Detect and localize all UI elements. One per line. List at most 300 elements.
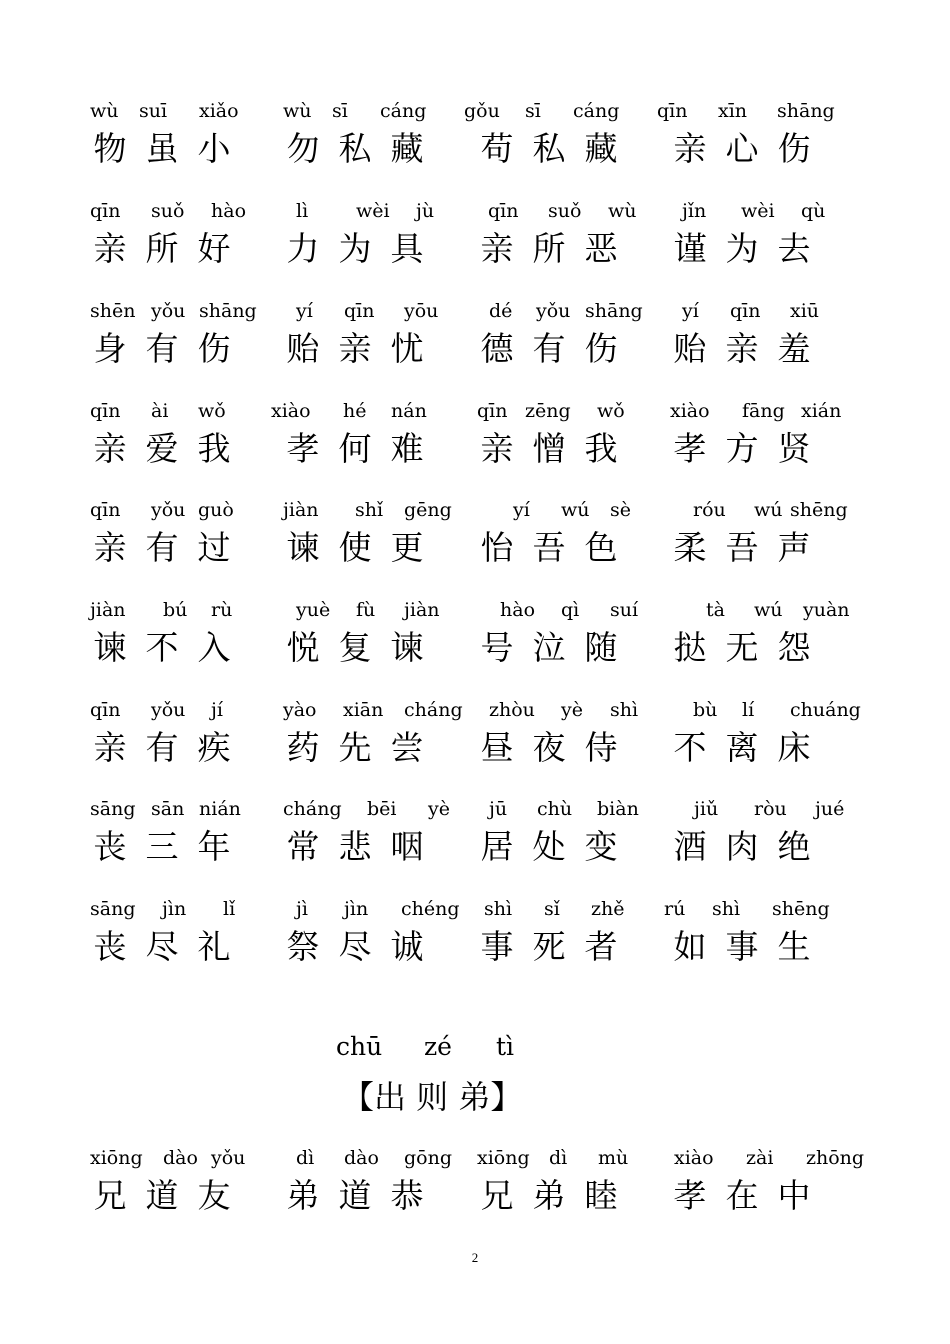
hanzi-char: 丧 <box>93 927 127 966</box>
hanzi-char: 不 <box>673 728 707 767</box>
pinyin-syllable: wú <box>754 499 783 521</box>
pinyin-syllable: chù <box>537 798 573 820</box>
pinyin-syllable: qīn <box>90 499 121 521</box>
pinyin-syllable: sī <box>525 100 541 122</box>
pinyin-syllable: jiàn <box>90 599 126 621</box>
hanzi-line <box>283 926 463 968</box>
pinyin-syllable: lì <box>296 200 309 222</box>
pinyin-syllable: sāng <box>90 898 136 920</box>
pinyin-syllable: jū <box>489 798 508 820</box>
pinyin-syllable: dé <box>489 300 513 322</box>
hanzi-char: 我 <box>197 429 231 468</box>
hanzi-char: 无 <box>725 628 759 667</box>
verse-r9-c2 <box>283 896 463 986</box>
pinyin-syllable: xiào <box>674 1147 714 1169</box>
hanzi-char: 亲 <box>93 229 127 268</box>
verse-r3-c2 <box>283 298 463 388</box>
pinyin-syllable: guò <box>198 499 234 521</box>
hanzi-char: 有 <box>145 329 179 368</box>
hanzi-char: 先 <box>338 728 372 767</box>
pinyin-syllable: zhě <box>591 898 625 920</box>
hanzi-char: 怨 <box>777 628 811 667</box>
hanzi-line <box>477 527 657 569</box>
hanzi-char: 事 <box>725 927 759 966</box>
hanzi-char: 者 <box>584 927 618 966</box>
verse-r3-c3 <box>477 298 657 388</box>
pinyin-syllable: ròu <box>754 798 787 820</box>
hanzi-char: 为 <box>338 229 372 268</box>
hanzi-char: 尽 <box>145 927 179 966</box>
verse-r1-c2 <box>283 98 463 188</box>
hanzi-char: 小 <box>197 129 231 168</box>
hanzi-char: 变 <box>584 827 618 866</box>
hanzi-char: 谏 <box>93 628 127 667</box>
pinyin-syllable: shāng <box>777 100 835 122</box>
pinyin-syllable: rù <box>211 599 233 621</box>
hanzi-line <box>283 428 463 470</box>
hanzi-char: 祭 <box>286 927 320 966</box>
hanzi-char: 尽 <box>338 927 372 966</box>
hanzi-line <box>477 328 657 370</box>
verse-r10-c2 <box>283 1145 463 1235</box>
pinyin-syllable: wèi <box>356 200 390 222</box>
verse-r6-c1 <box>90 597 270 687</box>
hanzi-char: 亲 <box>673 129 707 168</box>
pinyin-syllable: jǐn <box>682 200 707 222</box>
hanzi-char: 心 <box>725 129 759 168</box>
pinyin-syllable: suǒ <box>548 200 582 222</box>
pinyin-line <box>670 796 900 822</box>
hanzi-char: 恶 <box>584 229 618 268</box>
hanzi-line <box>477 228 657 270</box>
hanzi-char: 柔 <box>673 528 707 567</box>
pinyin-syllable: lǐ <box>223 898 236 920</box>
hanzi-line <box>283 727 463 769</box>
pinyin-line <box>657 98 900 124</box>
hanzi-char: 丧 <box>93 827 127 866</box>
pinyin-syllable: wù <box>608 200 637 222</box>
hanzi-char: 随 <box>584 628 618 667</box>
hanzi-char: 方 <box>725 429 759 468</box>
pinyin-syllable: yè <box>428 798 450 820</box>
heading-pinyin-syllable: chū <box>336 1032 383 1061</box>
hanzi-char: 贤 <box>777 429 811 468</box>
hanzi-line <box>477 128 657 170</box>
pinyin-syllable: sāng <box>90 798 136 820</box>
hanzi-char: 难 <box>390 429 424 468</box>
hanzi-line <box>90 627 270 669</box>
pinyin-syllable: jù <box>416 200 435 222</box>
heading-pinyin-syllable: zé <box>424 1032 452 1061</box>
hanzi-char: 所 <box>145 229 179 268</box>
verse-r2-c4 <box>670 198 850 288</box>
pinyin-syllable: yào <box>283 699 317 721</box>
hanzi-char: 酒 <box>673 827 707 866</box>
hanzi-line <box>283 128 463 170</box>
hanzi-char: 贻 <box>286 329 320 368</box>
verse-r9-c1 <box>90 896 270 986</box>
page-number: 2 <box>471 1250 479 1265</box>
hanzi-char: 肉 <box>725 827 759 866</box>
pinyin-syllable: rú <box>664 898 686 920</box>
hanzi-char: 咽 <box>390 827 424 866</box>
pinyin-syllable: gǒu <box>464 100 500 122</box>
hanzi-char: 道 <box>338 1176 372 1215</box>
hanzi-char: 不 <box>145 628 179 667</box>
hanzi-char: 所 <box>532 229 566 268</box>
pinyin-syllable: shì <box>712 898 741 920</box>
pinyin-syllable: dào <box>344 1147 379 1169</box>
hanzi-char: 亲 <box>93 528 127 567</box>
pinyin-syllable: suǒ <box>151 200 185 222</box>
hanzi-char: 居 <box>480 827 514 866</box>
pinyin-syllable: yuàn <box>803 599 850 621</box>
hanzi-line <box>90 328 270 370</box>
verse-r2-c1 <box>90 198 270 288</box>
pinyin-syllable: biàn <box>597 798 639 820</box>
hanzi-char: 羞 <box>777 329 811 368</box>
pinyin-syllable: yǒu <box>151 300 186 322</box>
pinyin-syllable: xiōng <box>477 1147 530 1169</box>
verse-r7-c3 <box>477 697 657 787</box>
pinyin-line <box>670 697 900 723</box>
verse-r5-c3 <box>477 497 657 587</box>
hanzi-char: 入 <box>197 628 231 667</box>
verse-r4-c4 <box>670 398 850 488</box>
verse-r8-c2 <box>283 796 463 886</box>
hanzi-char: 亲 <box>93 728 127 767</box>
verse-r8-c4 <box>670 796 850 886</box>
hanzi-char: 身 <box>93 329 127 368</box>
pinyin-syllable: xiān <box>343 699 384 721</box>
hanzi-line <box>670 627 850 669</box>
hanzi-char: 尝 <box>390 728 424 767</box>
hanzi-line <box>283 1175 463 1217</box>
verse-r5-c2 <box>283 497 463 587</box>
verse-r2-c3 <box>477 198 657 288</box>
hanzi-line <box>283 328 463 370</box>
hanzi-line <box>670 826 850 868</box>
pinyin-syllable: yí <box>682 300 699 322</box>
hanzi-char: 色 <box>584 528 618 567</box>
pinyin-syllable: fāng <box>742 400 785 422</box>
hanzi-char: 物 <box>93 129 127 168</box>
hanzi-char: 藏 <box>390 129 424 168</box>
verse-r4-c1 <box>90 398 270 488</box>
pinyin-syllable: cáng <box>573 100 620 122</box>
hanzi-char: 事 <box>480 927 514 966</box>
pinyin-syllable: qīn <box>730 300 761 322</box>
verse-r6-c3 <box>477 597 657 687</box>
verse-r6-c4 <box>670 597 850 687</box>
pinyin-syllable: jì <box>296 898 308 920</box>
verse-r1-c1 <box>90 98 270 188</box>
pinyin-syllable: cháng <box>404 699 463 721</box>
hanzi-char: 常 <box>286 827 320 866</box>
hanzi-line <box>477 428 657 470</box>
hanzi-char: 恭 <box>390 1176 424 1215</box>
pinyin-syllable: zhōng <box>806 1147 865 1169</box>
pinyin-syllable: hào <box>211 200 247 222</box>
pinyin-syllable: shēng <box>790 499 848 521</box>
hanzi-char: 亲 <box>725 329 759 368</box>
pinyin-syllable: wú <box>561 499 590 521</box>
hanzi-char: 力 <box>286 229 320 268</box>
pinyin-syllable: mù <box>598 1147 629 1169</box>
hanzi-char: 亲 <box>480 229 514 268</box>
pinyin-syllable: bú <box>163 599 188 621</box>
hanzi-line <box>283 228 463 270</box>
pinyin-syllable: qīn <box>488 200 519 222</box>
section-heading-title <box>342 1074 562 1120</box>
verse-r2-c2 <box>283 198 463 288</box>
pinyin-syllable: wù <box>283 100 312 122</box>
hanzi-char: 爱 <box>145 429 179 468</box>
pinyin-syllable: zēng <box>525 400 571 422</box>
hanzi-char: 伤 <box>584 329 618 368</box>
pinyin-syllable: shēn <box>90 300 136 322</box>
pinyin-syllable: jí <box>211 699 223 721</box>
hanzi-char: 悦 <box>286 628 320 667</box>
hanzi-line <box>670 128 850 170</box>
hanzi-line <box>670 228 850 270</box>
pinyin-syllable: bù <box>693 699 718 721</box>
pinyin-syllable: gōng <box>404 1147 453 1169</box>
hanzi-char: 藏 <box>584 129 618 168</box>
hanzi-line <box>477 627 657 669</box>
hanzi-char: 谨 <box>673 229 707 268</box>
hanzi-char: 处 <box>532 827 566 866</box>
verse-r6-c2 <box>283 597 463 687</box>
pinyin-syllable: xīn <box>718 100 748 122</box>
hanzi-char: 过 <box>197 528 231 567</box>
verse-r3-c4 <box>670 298 850 388</box>
hanzi-char: 吾 <box>725 528 759 567</box>
pinyin-syllable: suī <box>139 100 168 122</box>
hanzi-char: 更 <box>390 528 424 567</box>
verse-r1-c4 <box>657 98 850 188</box>
verse-r10-c1 <box>90 1145 270 1235</box>
hanzi-char: 泣 <box>532 628 566 667</box>
verse-r1-c3 <box>464 98 657 188</box>
pinyin-syllable: chéng <box>401 898 460 920</box>
pinyin-line <box>670 1145 900 1171</box>
pinyin-syllable: sè <box>610 499 631 521</box>
pinyin-syllable: zhòu <box>489 699 535 721</box>
hanzi-line <box>670 527 850 569</box>
hanzi-char: 兄 <box>93 1176 127 1215</box>
pinyin-syllable: dì <box>549 1147 568 1169</box>
hanzi-char: 私 <box>532 129 566 168</box>
hanzi-line <box>670 1175 850 1217</box>
hanzi-char: 绝 <box>777 827 811 866</box>
hanzi-char: 中 <box>777 1176 811 1215</box>
hanzi-char: 孝 <box>286 429 320 468</box>
pinyin-syllable: jiàn <box>283 499 319 521</box>
hanzi-line <box>670 727 850 769</box>
pinyin-syllable: yǒu <box>211 1147 246 1169</box>
hanzi-line <box>477 1175 657 1217</box>
pinyin-syllable: nán <box>391 400 427 422</box>
hanzi-char: 声 <box>777 528 811 567</box>
hanzi-char: 亲 <box>338 329 372 368</box>
pinyin-syllable: chuáng <box>790 699 861 721</box>
hanzi-line <box>90 926 270 968</box>
hanzi-char: 去 <box>777 229 811 268</box>
hanzi-char: 孝 <box>673 429 707 468</box>
hanzi-char: 具 <box>390 229 424 268</box>
hanzi-line <box>283 826 463 868</box>
pinyin-line <box>664 896 900 922</box>
verse-r9-c3 <box>477 896 657 986</box>
pinyin-syllable: cáng <box>380 100 427 122</box>
hanzi-char: 悲 <box>338 827 372 866</box>
pinyin-syllable: sān <box>151 798 185 820</box>
section-title: 【出 则 弟】 <box>342 1078 523 1116</box>
hanzi-char: 昼 <box>480 728 514 767</box>
hanzi-char: 在 <box>725 1176 759 1215</box>
hanzi-char: 三 <box>145 827 179 866</box>
hanzi-char: 为 <box>725 229 759 268</box>
pinyin-syllable: xiào <box>670 400 710 422</box>
hanzi-char: 有 <box>145 728 179 767</box>
hanzi-line <box>477 826 657 868</box>
pinyin-syllable: zài <box>746 1147 774 1169</box>
pinyin-syllable: wǒ <box>198 400 226 422</box>
hanzi-char: 贻 <box>673 329 707 368</box>
pinyin-syllable: yǒu <box>151 699 186 721</box>
pinyin-syllable: yí <box>513 499 530 521</box>
pinyin-syllable: wú <box>754 599 783 621</box>
hanzi-char: 亲 <box>480 429 514 468</box>
pinyin-syllable: wèi <box>741 200 775 222</box>
verse-r5-c1 <box>90 497 270 587</box>
verse-r8-c1 <box>90 796 270 886</box>
pinyin-syllable: jìn <box>344 898 369 920</box>
hanzi-line <box>90 826 270 868</box>
hanzi-char: 勿 <box>286 129 320 168</box>
hanzi-char: 憎 <box>532 429 566 468</box>
hanzi-char: 孝 <box>673 1176 707 1215</box>
pinyin-syllable: xiū <box>790 300 820 322</box>
pinyin-syllable: yí <box>296 300 313 322</box>
hanzi-char: 挞 <box>673 628 707 667</box>
hanzi-line <box>670 328 850 370</box>
pinyin-syllable: wǒ <box>597 400 625 422</box>
pinyin-syllable: dì <box>296 1147 315 1169</box>
pinyin-syllable: sǐ <box>544 898 560 920</box>
hanzi-char: 道 <box>145 1176 179 1215</box>
hanzi-line <box>477 926 657 968</box>
hanzi-char: 离 <box>725 728 759 767</box>
hanzi-char: 伤 <box>777 129 811 168</box>
hanzi-char: 亲 <box>93 429 127 468</box>
verse-r8-c3 <box>477 796 657 886</box>
pinyin-line <box>670 497 900 523</box>
hanzi-char: 夜 <box>532 728 566 767</box>
pinyin-line <box>670 298 900 324</box>
hanzi-char: 虽 <box>145 129 179 168</box>
pinyin-syllable: xiào <box>271 400 311 422</box>
pinyin-syllable: jué <box>815 798 845 820</box>
pinyin-syllable: dào <box>163 1147 198 1169</box>
pinyin-syllable: wù <box>90 100 119 122</box>
pinyin-line <box>670 198 900 224</box>
pinyin-syllable: xián <box>801 400 842 422</box>
hanzi-char: 礼 <box>197 927 231 966</box>
section-heading-pinyin <box>336 1031 556 1063</box>
hanzi-char: 号 <box>480 628 514 667</box>
verse-r7-c2 <box>283 697 463 787</box>
hanzi-char: 有 <box>145 528 179 567</box>
hanzi-char: 友 <box>197 1176 231 1215</box>
pinyin-syllable: yuè <box>296 599 331 621</box>
hanzi-char: 有 <box>532 329 566 368</box>
pinyin-syllable: qīn <box>90 699 121 721</box>
hanzi-char: 药 <box>286 728 320 767</box>
pinyin-syllable: xiǎo <box>199 100 239 122</box>
hanzi-char: 好 <box>197 229 231 268</box>
pinyin-syllable: qù <box>801 200 826 222</box>
pinyin-syllable: suí <box>610 599 639 621</box>
pinyin-syllable: shì <box>484 898 513 920</box>
pinyin-syllable: ài <box>151 400 169 422</box>
pinyin-syllable: shāng <box>199 300 257 322</box>
pinyin-syllable: bēi <box>367 798 397 820</box>
hanzi-char: 床 <box>777 728 811 767</box>
hanzi-line <box>90 128 270 170</box>
verse-r4-c3 <box>477 398 657 488</box>
hanzi-char: 兄 <box>480 1176 514 1215</box>
hanzi-char: 苟 <box>480 129 514 168</box>
pinyin-syllable: shì <box>610 699 639 721</box>
heading-pinyin-syllable: tì <box>496 1032 515 1061</box>
verse-r4-c2 <box>271 398 463 488</box>
hanzi-char: 谏 <box>390 628 424 667</box>
pinyin-syllable: fù <box>356 599 376 621</box>
verse-r7-c4 <box>670 697 861 787</box>
hanzi-char: 伤 <box>197 329 231 368</box>
hanzi-char: 德 <box>480 329 514 368</box>
pinyin-syllable: qīn <box>90 200 121 222</box>
pinyin-syllable: róu <box>693 499 726 521</box>
pinyin-syllable: jiǔ <box>694 798 719 820</box>
hanzi-char: 怡 <box>480 528 514 567</box>
pinyin-syllable: yè <box>561 699 583 721</box>
hanzi-line <box>90 228 270 270</box>
hanzi-line <box>670 926 850 968</box>
verse-r10-c4 <box>670 1145 865 1235</box>
verse-r10-c3 <box>477 1145 657 1235</box>
pinyin-syllable: jìn <box>162 898 187 920</box>
pinyin-line <box>670 597 900 623</box>
pinyin-syllable: xiōng <box>90 1147 143 1169</box>
pinyin-syllable: qīn <box>90 400 121 422</box>
pinyin-syllable: gēng <box>404 499 452 521</box>
hanzi-line <box>477 727 657 769</box>
pinyin-syllable: tà <box>706 599 725 621</box>
pinyin-syllable: jiàn <box>404 599 440 621</box>
hanzi-char: 使 <box>338 528 372 567</box>
hanzi-char: 如 <box>673 927 707 966</box>
verse-r9-c4 <box>664 896 850 986</box>
hanzi-char: 死 <box>532 927 566 966</box>
hanzi-line <box>90 527 270 569</box>
hanzi-char: 忧 <box>390 329 424 368</box>
hanzi-line <box>90 1175 270 1217</box>
pinyin-syllable: qīn <box>477 400 508 422</box>
pinyin-syllable: yǒu <box>536 300 571 322</box>
